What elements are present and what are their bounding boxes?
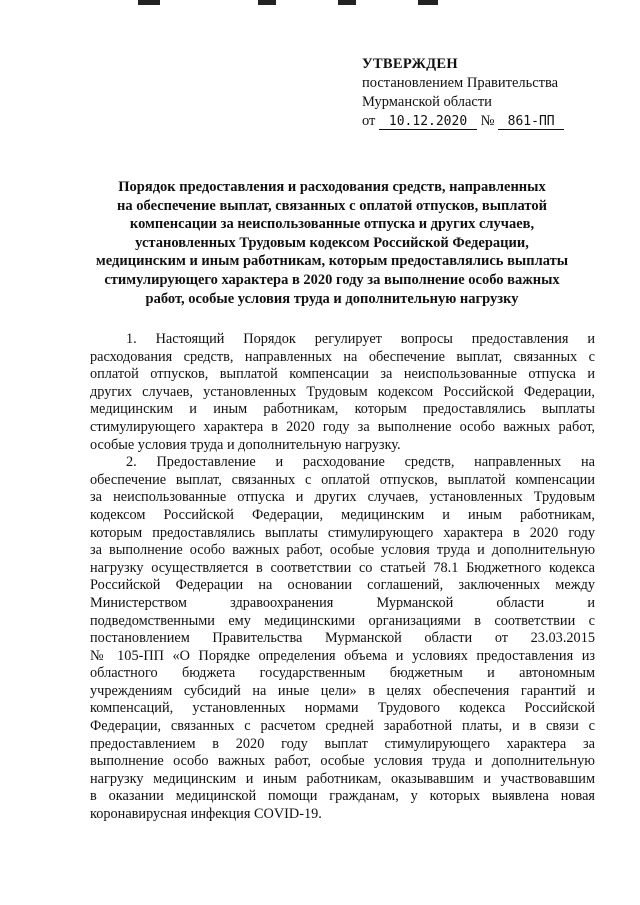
body-line: 2. Предоставление и расходование средств, направленных на bbox=[126, 454, 595, 471]
body-line: кодексом Российской Федерации, медицинским и иным работникам, bbox=[90, 506, 595, 523]
title-line: стимулирующего характера в 2020 году за выполнение особо важных bbox=[104, 271, 560, 288]
body-line: постановлением Правительства Мурманской области от 23.03.2015 bbox=[90, 630, 595, 647]
body-line: оплатой отпусков, выплатой компенсации за неиспользованные отпуска и bbox=[90, 366, 595, 383]
body-line: 1. Настоящий Порядок регулирует вопросы предоставления и bbox=[126, 331, 595, 347]
body-line: нагрузку осуществляется в соответствии со статьей 78.1 Бюджетного кодекса bbox=[90, 559, 595, 576]
document-body bbox=[90, 331, 595, 824]
body-line: нагрузку медицинским и иным работникам, оказывавшим и участвовавшим bbox=[90, 770, 595, 787]
body-line: № 105-ПП «О Порядке определения объема и условиях предоставления из bbox=[90, 647, 595, 664]
body-line: учреждениям субсидий на иные цели» в целях обеспечения гарантий и bbox=[90, 682, 595, 699]
body-line: за неиспользованные отпуска и других случаев, установленных Трудовым bbox=[90, 489, 595, 506]
body-line: областного бюджета государственным бюджетным и автономным bbox=[90, 665, 595, 682]
scan-mark bbox=[258, 0, 276, 5]
body-line: Российской Федерации на основании соглашений, заключенных между bbox=[90, 577, 595, 594]
approval-heading: УТВЕРЖДЕН bbox=[362, 56, 458, 72]
title-line: работ, особые условия труда и дополнительную нагрузку bbox=[145, 290, 519, 307]
body-line: расходования средств, направленных на обеспечение выплат, связанных с bbox=[90, 348, 595, 365]
body-line: обеспечение выплат, связанных с оплатой отпусков, выплатой компенсации bbox=[90, 471, 595, 488]
body-line: других случаев, установленных Трудовым кодексом Российской Федерации, bbox=[90, 383, 595, 400]
title-line: медицинским и иным работникам, которым предоставлялись выплаты bbox=[95, 253, 569, 270]
body-line: коронавирусная инфекция COVID-19. bbox=[90, 806, 322, 823]
title-line: установленных Трудовым кодексом Российской Федерации, bbox=[135, 234, 529, 251]
from-label: от bbox=[362, 113, 376, 129]
number-label: № bbox=[480, 113, 495, 129]
approval-line-2: Мурманской области bbox=[362, 94, 492, 110]
title-line: Порядок предоставления и расходования средств, направленных bbox=[118, 179, 546, 195]
body-line: которым предоставлялись выплаты стимулирующего характера в 2020 году bbox=[90, 524, 595, 541]
approval-stamp bbox=[362, 55, 602, 131]
approval-line-1: постановлением Правительства bbox=[362, 75, 559, 91]
body-line: компенсаций, установленных нормами Трудового кодекса Российской bbox=[90, 700, 595, 717]
approval-dateline bbox=[362, 112, 602, 131]
document-title bbox=[92, 178, 572, 308]
paragraph-1 bbox=[90, 331, 595, 454]
scan-mark bbox=[338, 0, 356, 5]
body-line: подведомственными ему медицинскими организациями в соответствии с bbox=[90, 612, 595, 629]
body-line: Федерации, связанных с расчетом средней заработной платы, и в связи с bbox=[90, 718, 595, 735]
approval-number: 861-ПП bbox=[498, 114, 564, 130]
scan-mark bbox=[418, 0, 438, 5]
paragraph-2 bbox=[90, 454, 595, 823]
body-line: предоставлением в 2020 году выплат стимулирующего характера за bbox=[90, 735, 595, 752]
body-line: за выполнение особо важных работ, особые условия труда и дополнительную bbox=[90, 542, 595, 559]
title-line: на обеспечение выплат, связанных с оплатой отпусков, выплатой bbox=[117, 197, 547, 214]
approval-date: 10.12.2020 bbox=[379, 114, 477, 130]
body-line: Министерством здравоохранения Мурманской области и bbox=[90, 594, 595, 611]
scan-mark bbox=[138, 0, 160, 5]
body-line: стимулирующего характера в 2020 году за выполнение особо важных работ, bbox=[90, 418, 595, 435]
body-line: выполнение особо важных работ, особые условия труда и дополнительную bbox=[90, 753, 595, 770]
title-line: компенсации за неиспользованные отпуска и других случаев, bbox=[129, 216, 535, 233]
scan-edge-marks bbox=[0, 0, 640, 6]
body-line: в оказании медицинской помощи гражданам, у которых выявлена новая bbox=[90, 788, 595, 805]
body-line: медицинским и иным работникам, которым предоставлялись выплаты bbox=[90, 401, 595, 418]
body-line: особые условия труда и дополнительную нагрузку. bbox=[90, 436, 401, 453]
